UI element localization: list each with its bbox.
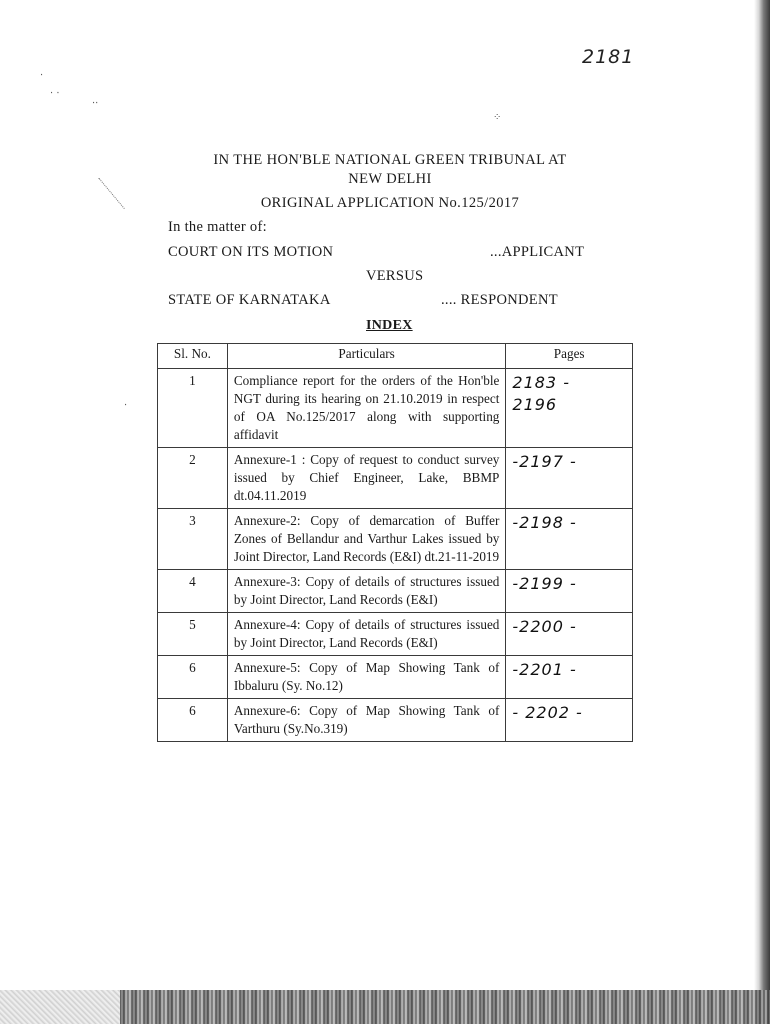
index-header-row — [158, 344, 633, 369]
table-row — [158, 699, 633, 742]
header-pages: Pages — [506, 344, 633, 369]
index-table — [157, 343, 633, 742]
table-row — [158, 570, 633, 613]
applicant-name: COURT ON ITS MOTION — [168, 244, 334, 260]
row-pages — [506, 699, 633, 742]
scan-speck: ⋅ — [40, 70, 44, 81]
respondent-role: .... RESPONDENT — [441, 292, 558, 308]
scan-speck: ⁘ — [493, 112, 502, 123]
row-pages — [506, 448, 633, 509]
tribunal-heading-line2: NEW DELHI — [348, 171, 432, 187]
row-particulars: Annexure-2: Copy of demarcation of Buffer Zones of Bellandur and Varthur Lakes issued by Joint Director, Land Records (E&I) dt.21-11-2019 — [227, 509, 506, 570]
applicant-role: ...APPLICANT — [490, 244, 585, 260]
row-sl-no: 1 — [158, 369, 228, 448]
row-sl-no: 2 — [158, 448, 228, 509]
tribunal-heading-line1: IN THE HON'BLE NATIONAL GREEN TRIBUNAL AT — [213, 152, 567, 168]
row-particulars: Annexure-4: Copy of details of structures issued by Joint Director, Land Records (E&I) — [227, 613, 506, 656]
row-particulars: Annexure-1 : Copy of request to conduct survey issued by Chief Engineer, Lake, BBMP dt.04.11.2019 — [227, 448, 506, 509]
row-pages-start: -2198 - — [512, 513, 577, 532]
scan-speck: ⋅⋅ — [92, 98, 99, 109]
index-title: INDEX — [366, 318, 413, 333]
row-pages-end: 2196 — [512, 395, 558, 414]
row-pages — [506, 656, 633, 699]
scan-stroke-mark — [98, 161, 144, 209]
table-row — [158, 613, 633, 656]
table-row — [158, 369, 633, 448]
table-row — [158, 656, 633, 699]
row-particulars: Annexure-6: Copy of Map Showing Tank of Varthuru (Sy.No.319) — [227, 699, 506, 742]
versus-label: VERSUS — [366, 268, 424, 284]
row-pages — [506, 509, 633, 570]
header-sl-no: Sl. No. — [158, 344, 228, 369]
row-pages — [506, 613, 633, 656]
row-sl-no: 6 — [158, 656, 228, 699]
row-sl-no: 4 — [158, 570, 228, 613]
row-pages-start: -2197 - — [512, 452, 577, 471]
row-particulars: Annexure-3: Copy of details of structures issued by Joint Director, Land Records (E&I) — [227, 570, 506, 613]
handwritten-page-number: 2181 — [582, 46, 635, 68]
scan-speck: ⋅ ⋅ — [50, 88, 60, 99]
row-pages — [506, 570, 633, 613]
row-sl-no: 5 — [158, 613, 228, 656]
row-sl-no: 6 — [158, 699, 228, 742]
row-sl-no: 3 — [158, 509, 228, 570]
scan-edge-shadow — [754, 0, 770, 1024]
row-pages-start: -2200 - — [512, 617, 577, 636]
respondent-name: STATE OF KARNATAKA — [168, 292, 331, 308]
row-pages — [506, 369, 633, 448]
scan-speck: ⋅ — [124, 400, 128, 411]
table-row — [158, 448, 633, 509]
scan-bottom-noise-light — [0, 990, 120, 1024]
row-particulars: Annexure-5: Copy of Map Showing Tank of Ibbaluru (Sy. No.12) — [227, 656, 506, 699]
row-particulars: Compliance report for the orders of the Hon'ble NGT during its hearing on 21.10.2019 in respect of OA No.125/2017 along with supporting affidavit — [227, 369, 506, 448]
table-row — [158, 509, 633, 570]
application-number: ORIGINAL APPLICATION No.125/2017 — [260, 195, 520, 211]
header-particulars: Particulars — [227, 344, 506, 369]
row-pages-start: - 2202 - — [512, 703, 583, 722]
row-pages-start: -2201 - — [512, 660, 577, 679]
row-pages-start: 2183 - — [512, 373, 570, 392]
matter-intro: In the matter of: — [168, 219, 267, 235]
row-pages-start: -2199 - — [512, 574, 577, 593]
